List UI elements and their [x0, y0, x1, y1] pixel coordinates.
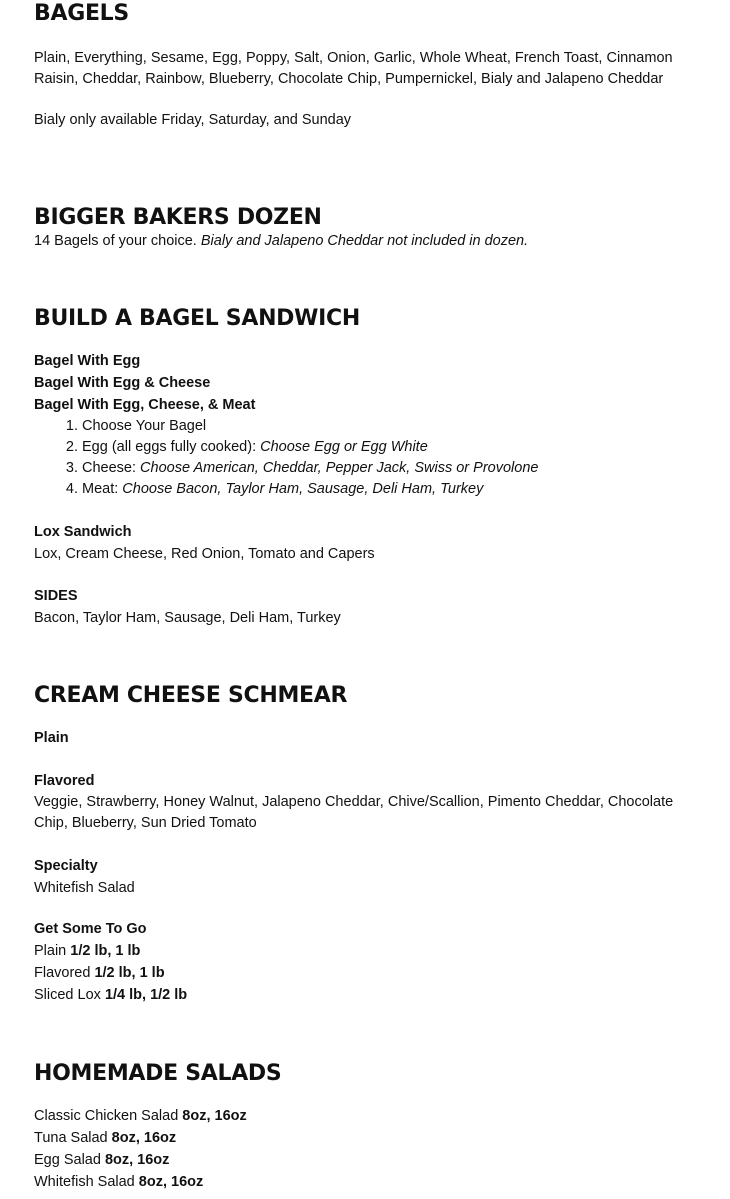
bagel-flavors: Plain, Everything, Sesame, Egg, Poppy, Salt, Onion, Garlic, Whole Wheat, French Toast, Cinnamon Raisin, Cheddar, Rainbow, Blueberry, Chocolate Chip, Pumpernickel, Bialy and Jalapeno Cheddar — [34, 50, 673, 87]
dozen-description — [34, 231, 704, 252]
bialy-note: Bialy only available Friday, Saturday, and Sunday — [34, 112, 352, 128]
schmear-flavored-list: Veggie, Strawberry, Honey Walnut, Jalapeno Cheddar, Chive/Scallion, Pimento Cheddar, Chocolate Chip, Blueberry, Sun Dried Tomato — [34, 794, 674, 831]
salad-item — [34, 1149, 704, 1171]
schmear-section — [34, 682, 704, 1006]
sides-description: Bacon, Taylor Ham, Sausage, Deli Ham, Turkey — [34, 610, 341, 626]
togo-sizes: 1/2 lb, 1 lb — [94, 965, 165, 981]
togo-name: Flavored — [34, 965, 95, 981]
togo-item — [34, 962, 704, 984]
bagels-section — [34, 0, 704, 131]
salad-name: Tuna Salad — [34, 1130, 112, 1146]
schmear-plain-title: Plain — [34, 730, 69, 746]
salads-section — [34, 1060, 704, 1193]
step-item — [82, 416, 704, 437]
salad-item — [34, 1127, 704, 1149]
salad-name: Classic Chicken Salad — [34, 1108, 183, 1124]
sandwich-option: Bagel With Egg & Cheese — [34, 375, 211, 391]
sandwich-section — [34, 305, 704, 629]
sandwich-option: Bagel With Egg — [34, 353, 141, 369]
dozen-text: 14 Bagels of your choice. — [34, 233, 201, 249]
togo-name: Sliced Lox — [34, 987, 105, 1003]
step-label: Cheese: — [82, 460, 141, 476]
step-item — [82, 458, 704, 479]
dozen-heading: BIGGER BAKERS DOZEN — [34, 205, 322, 230]
salads-heading: HOMEMADE SALADS — [34, 1061, 282, 1086]
sandwich-heading: BUILD A BAGEL SANDWICH — [34, 306, 360, 331]
step-choice: Choose Bacon, Taylor Ham, Sausage, Deli Ham, Turkey — [122, 481, 484, 497]
schmear-heading: CREAM CHEESE SCHMEAR — [34, 683, 348, 708]
step-choice: Choose Egg or Egg White — [260, 439, 428, 455]
togo-item — [34, 984, 704, 1006]
salad-sizes: 8oz, 16oz — [138, 1174, 204, 1190]
salad-sizes: 8oz, 16oz — [104, 1152, 170, 1168]
togo-sizes: 1/4 lb, 1/2 lb — [104, 987, 188, 1003]
step-item — [82, 437, 704, 458]
togo-title: Get Some To Go — [34, 921, 147, 937]
schmear-specialty-item: Whitefish Salad — [34, 880, 135, 896]
salad-item — [34, 1171, 704, 1193]
step-label: Choose Your Bagel — [82, 418, 207, 434]
lox-sandwich-title: Lox Sandwich — [34, 524, 132, 540]
salad-sizes: 8oz, 16oz — [182, 1108, 247, 1124]
sandwich-option: Bagel With Egg, Cheese, & Meat — [34, 397, 256, 413]
schmear-specialty-title: Specialty — [34, 858, 98, 874]
step-choice: Choose American, Cheddar, Pepper Jack, Swiss or Provolone — [140, 460, 539, 476]
bagels-heading: BAGELS — [34, 1, 129, 26]
togo-sizes: 1/2 lb, 1 lb — [70, 943, 141, 959]
dozen-note: Bialy and Jalapeno Cheddar not included in dozen. — [200, 233, 529, 249]
step-item — [82, 479, 704, 500]
sandwich-steps — [34, 416, 704, 500]
salad-item — [34, 1105, 704, 1127]
togo-name: Plain — [34, 943, 71, 959]
schmear-flavored-title: Flavored — [34, 773, 95, 789]
step-label: Meat: — [82, 481, 123, 497]
salad-sizes: 8oz, 16oz — [111, 1130, 177, 1146]
step-label: Egg (all eggs fully cooked): — [82, 439, 261, 455]
dozen-section — [34, 204, 704, 252]
sides-title: SIDES — [34, 588, 78, 604]
salad-name: Whitefish Salad — [34, 1174, 139, 1190]
togo-item — [34, 940, 704, 962]
salad-name: Egg Salad — [34, 1152, 105, 1168]
lox-sandwich-description: Lox, Cream Cheese, Red Onion, Tomato and Capers — [34, 546, 375, 562]
